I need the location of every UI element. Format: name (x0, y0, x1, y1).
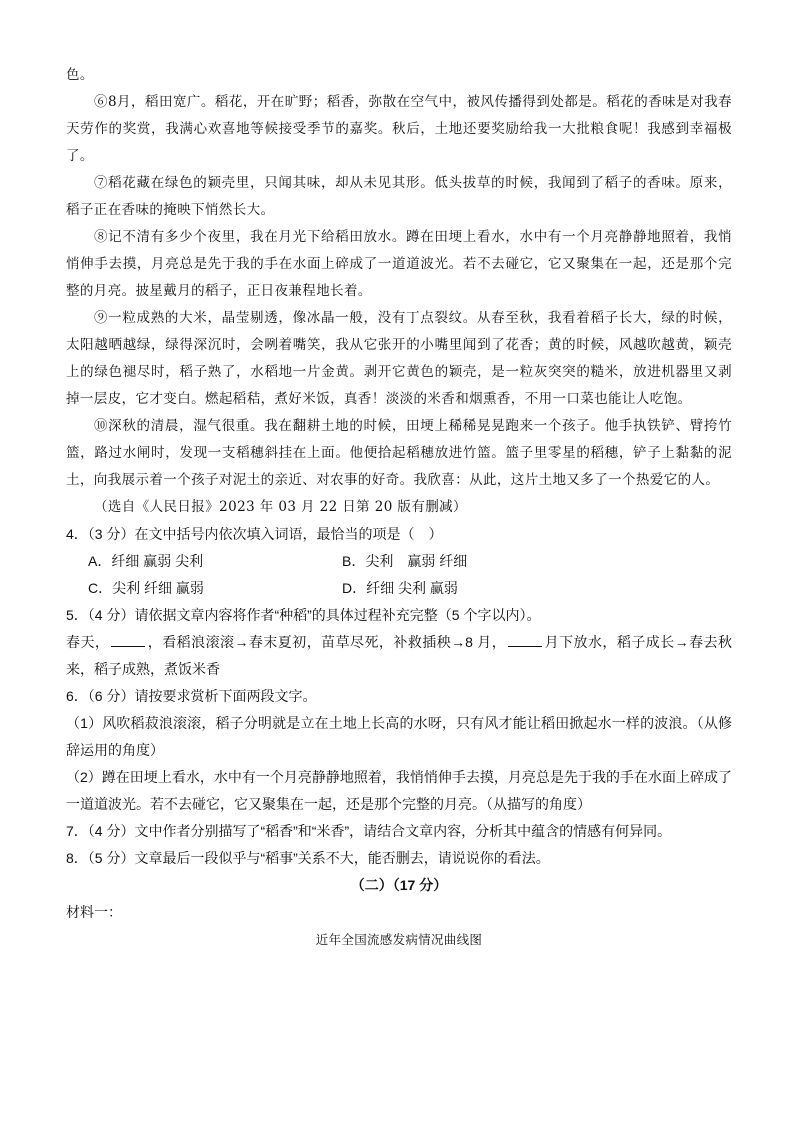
option-b: B．尖利 赢弱 纤细 (342, 553, 468, 569)
answer-blank-1[interactable] (111, 632, 145, 647)
question-6-part-2: （2）蹲在田埂上看水，水中有一个月亮静静地照着，我悄悄伸手去摸，月亮总是先于我的手在水面上碎成了一道道波光。若不去碰它，它又聚集在一起，还是那个完整的月亮。（从描写的角度） (66, 769, 732, 812)
answer-blank-2[interactable] (508, 632, 542, 647)
q5-part-c: 月下放水，稻子成长→春去秋来，稻子成熟，煮饭米香 (66, 634, 732, 677)
q5-part-a: 春天， (66, 634, 110, 650)
source-citation: （选自《人民日报》2023 年 03 月 22 日第 20 版有删减） (94, 499, 467, 515)
option-c: C．尖利 纤细 赢弱 (88, 580, 204, 596)
section-2-heading: （二）（17 分） (350, 877, 448, 893)
paragraph-8: ⑧记不清有多少个夜里，我在月光下给稻田放水。蹲在田埂上看水，水中有一个月亮静静地照着，我悄悄伸手去摸，月亮总是先于我的手在水面上碎成了一道道波光。若不去碰它，它又聚集在一起，还是那个完整的月亮。披星戴月的稻子，正日夜兼程地长着。 (66, 229, 732, 299)
option-d: D．纤细 尖利 赢弱 (342, 580, 458, 596)
chart-title: 近年全国流感发病情况曲线图 (315, 932, 483, 947)
exam-page (66, 62, 732, 951)
question-5: 5．（4 分）请依据文章内容将作者“种稻”的具体过程补充完整（5 个字以内）。 (66, 607, 541, 623)
option-a: A．纤细 赢弱 尖利 (88, 553, 204, 569)
passage-fragment: 色。 (66, 67, 94, 83)
paragraph-10: ⑩深秋的清晨，湿气很重。我在翻耕土地的时候，田埂上稀稀晃晃跑来一个孩子。他手执铁铲、臂挎竹篮，路过水闸时，发现一支稻穗斜挂在上面。他便拾起稻穗放进竹篮。篮子里零星的稻穗，铲子上黏黏的泥土，向我展示着一个孩子对泥土的亲近、对农事的好奇。我欣喜：从此，这片土地又多了一个热爱它的人。 (66, 418, 732, 488)
q5-part-b: ，看稻浪滚滚→春末夏初，苗草尽死，补救插秧→8 月， (147, 634, 507, 650)
question-6-part-1: （1）风吹稻菽浪滚滚，稻子分明就是立在土地上长高的水呀，只有风才能让稻田掀起水一样的波浪。（从修辞运用的角度） (66, 715, 732, 758)
paragraph-6: ⑥8月，稻田宽广。稻花，开在旷野；稻香，弥散在空气中，被风传播得到处都是。稻花的香味是对我春天劳作的奖赏，我满心欢喜地等候接受季节的嘉奖。秋后，土地还要奖励给我一大批粮食呢！我感到幸福极了。 (66, 94, 732, 164)
paragraph-9: ⑨一粒成熟的大米，晶莹剔透，像冰晶一般，没有丁点裂纹。从春至秋，我看着稻子长大，绿的时候，太阳越晒越绿，绿得深沉时，会咧着嘴笑，我从它张开的小嘴里闻到了花香；黄的时候，风越吹越黄，颖壳上的绿色褪尽时，稻子熟了，水稻地一片金黄。剥开它黄色的颖壳，是一粒灰突突的糙米，放进机器里又剥掉一层皮，它才变白。燃起稻秸，煮好米饭，真香！淡淡的米香和烟熏香，不用一口菜也能让人吃饱。 (66, 310, 732, 407)
question-8: 8．（5 分）文章最后一段似乎与“稻事”关系不大，能否删去，请说说你的看法。 (66, 850, 550, 866)
question-5-process (66, 629, 732, 683)
question-7: 7．（4 分）文中作者分别描写了“稻香”和“米香”，请结合文章内容，分析其中蕴含的情感有何异同。 (66, 823, 672, 839)
question-6: 6．（6 分）请按要求赏析下面两段文字。 (66, 688, 317, 704)
material-label: 材料一： (66, 904, 122, 920)
reading-passage (66, 62, 732, 521)
question-4-options (66, 548, 732, 602)
paragraph-7: ⑦稻花藏在绿色的颖壳里，只闻其味，却从未见其形。低头拔草的时候，我闻到了稻子的香味。原来，稻子正在香味的掩映下悄然长大。 (66, 175, 732, 218)
question-4: 4．（3 分）在文中括号内依次填入词语，最恰当的项是（ ） (66, 526, 443, 542)
